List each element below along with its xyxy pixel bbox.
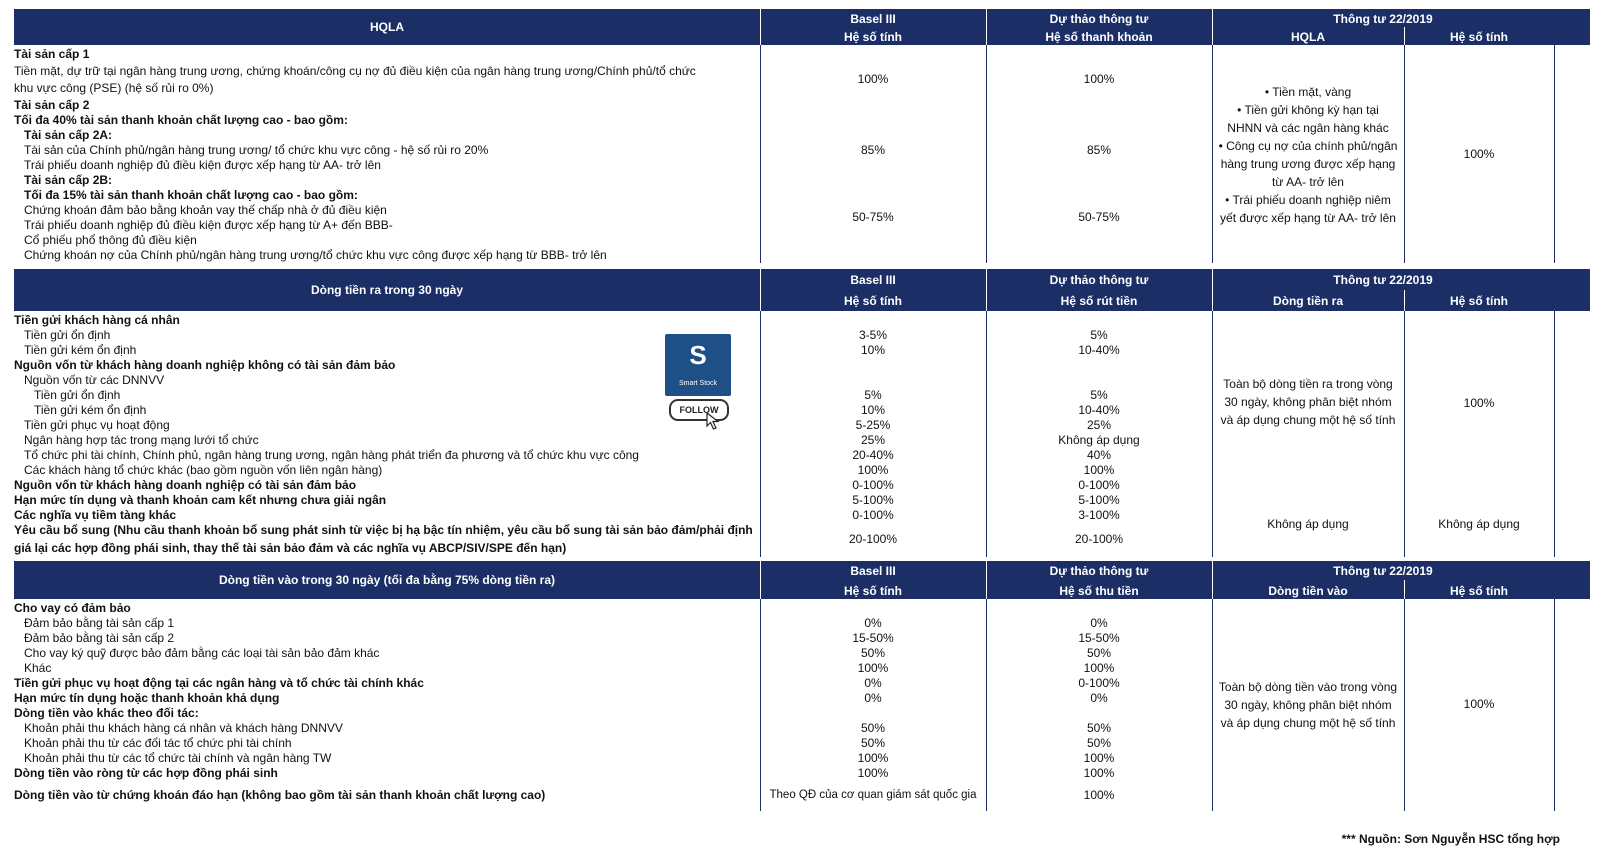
text-line: Toàn bộ dòng tiền ra trong vòng: [1223, 377, 1393, 391]
inflow-draft-value: 100%: [1083, 766, 1115, 780]
hqla-row: Tài sản cấp 1: [14, 47, 90, 61]
inflow-row: Dòng tiền vào từ chứng khoán đáo hạn (không bao gồm tài sản thanh khoản chất lượng cao): [14, 788, 546, 802]
text-line: và áp dụng chung một hệ số tính: [1220, 716, 1396, 730]
outflow-draft-value: 5%: [1090, 388, 1108, 402]
outflow-circular-text: [1212, 375, 1404, 429]
inflow-row: Cho vay ký quỹ được bảo đảm bằng các loại tài sản bảo đảm khác: [24, 646, 380, 660]
outflow-draft-value: 3-100%: [1078, 508, 1120, 522]
col-circular-header: Thông tư 22/2019: [1333, 564, 1433, 578]
outflow-basel-value: 20-100%: [848, 532, 898, 546]
outflow-row: Tiền gửi kém ổn định: [34, 403, 147, 417]
inflow-basel-value: 15-50%: [852, 631, 894, 645]
text-line: Toàn bộ dòng tiền vào trong vòng: [1218, 680, 1398, 694]
inflow-row: Khoản phải thu khách hàng cá nhân và khách hàng DNNVV: [24, 721, 343, 735]
inflow-basel-value: 100%: [857, 751, 889, 765]
inflow-draft-value: 100%: [1083, 751, 1115, 765]
hqla-value: 85%: [860, 143, 886, 157]
hqla-circular-list: [1212, 83, 1404, 227]
inflow-row: Dòng tiền vào ròng từ các hợp đồng phái sinh: [14, 766, 278, 780]
hqla-circular-coef: 100%: [1463, 147, 1495, 161]
outflow-row: Yêu cầu bổ sung (Nhu cầu thanh khoản bổ sung phát sinh từ việc bị hạ bậc tín nhiệm, yêu cầu bổ sung tài sản bảo đảm/phải định: [14, 523, 753, 537]
inflow-basel-value: 100%: [857, 766, 889, 780]
list-item: yết được xếp hạng từ AA- trở lên: [1220, 211, 1396, 225]
text-line: 30 ngày, không phân biệt nhóm: [1224, 698, 1392, 712]
follow-button[interactable]: FOLLOW: [669, 399, 729, 421]
outflow-basel-value: 100%: [857, 463, 889, 477]
outflow-draft-value: 25%: [1086, 418, 1112, 432]
outflow-row: Nguồn vốn từ các DNNVV: [24, 373, 165, 387]
outflow-draft-value: 5-100%: [1078, 493, 1120, 507]
list-item: hàng trung ương được xếp hạng: [1220, 157, 1396, 171]
hqla-row: Tài sản của Chính phủ/ngân hàng trung ương/ tổ chức khu vực công - hệ số rủi ro 20%: [24, 143, 489, 157]
outflow-draft-value: Không áp dụng: [1058, 433, 1140, 447]
col-circular-sub2: Hệ số tính: [1449, 30, 1508, 44]
col-basel-header: Basel III: [850, 564, 896, 578]
list-item: NHNN và các ngân hàng khác: [1227, 121, 1389, 135]
inflow-section: [14, 561, 1590, 811]
col-basel-subheader: Hệ số tính: [843, 294, 902, 308]
hqla-title: HQLA: [370, 20, 404, 34]
outflow-basel-value: 5-25%: [855, 418, 891, 432]
inflow-draft-value: 0-100%: [1078, 676, 1120, 690]
outflow-basel-value: 0-100%: [852, 478, 894, 492]
outflow-row: Tổ chức phi tài chính, Chính phủ, ngân hàng trung ương, ngân hàng phát triển đa phương và tổ chức khu vực công: [24, 448, 639, 462]
outflow-row: Các khách hàng tổ chức khác (bao gồm nguồn vốn liên ngân hàng): [24, 463, 383, 477]
col-draft-subheader: Hệ số thanh khoản: [1045, 30, 1153, 44]
col-circular-sub1: Dòng tiền ra: [1272, 294, 1343, 308]
outflow-draft-value: 10-40%: [1078, 403, 1120, 417]
text-line: và áp dụng chung một hệ số tính: [1220, 413, 1396, 427]
text-line: 30 ngày, không phân biệt nhóm: [1224, 395, 1392, 409]
list-item: • Công cụ nợ của chính phủ/ngân: [1218, 139, 1398, 153]
col-draft-subheader: Hệ số thu tiền: [1059, 584, 1139, 598]
inflow-row: Tiền gửi phục vụ hoạt động tại các ngân hàng và tổ chức tài chính khác: [14, 676, 424, 690]
inflow-title: Dòng tiền vào trong 30 ngày (tối đa bằng 75% dòng tiền ra): [218, 573, 556, 587]
col-basel-header: Basel III: [850, 273, 896, 287]
hqla-row: Tài sản cấp 2A:: [24, 128, 113, 142]
inflow-draft-value: 50%: [1086, 736, 1112, 750]
dollar-icon: S: [689, 340, 707, 370]
smart-stock-logo: [665, 334, 731, 396]
hqla-row: Tài sản cấp 2: [14, 98, 90, 112]
hqla-row: Tài sản cấp 2B:: [24, 173, 113, 187]
hqla-row: Tiền mặt, dự trữ tại ngân hàng trung ương, chứng khoán/công cụ nợ đủ điều kiện của ngân hàng trung ương/Chính phủ/tổ chức: [14, 64, 696, 78]
col-circular-sub2: Hệ số tính: [1449, 584, 1508, 598]
source-note: *** Nguồn: Sơn Nguyễn HSC tổng hợp: [1341, 832, 1560, 846]
inflow-row: Đảm bảo bằng tài sản cấp 2: [24, 631, 175, 645]
col-circular-header: Thông tư 22/2019: [1333, 273, 1433, 287]
inflow-draft-value: 100%: [1083, 788, 1115, 802]
inflow-draft-value: 0%: [1090, 616, 1108, 630]
outflow-basel-value: 20-40%: [852, 448, 894, 462]
col-basel-subheader: Hệ số tính: [843, 30, 902, 44]
outflow-row: Tiền gửi phục vụ hoạt động: [24, 418, 170, 432]
hqla-row: Trái phiếu doanh nghiệp đủ điều kiện được xếp hạng từ AA- trở lên: [24, 158, 381, 172]
outflow-row: giá lại các hợp đồng phái sinh, thay thế tài sản bảo đảm và các nghĩa vụ ABCP/SIV/SPE đến hạn): [14, 541, 567, 555]
hqla-row: Tối đa 15% tài sản thanh khoản chất lượng cao - bao gồm:: [24, 188, 358, 202]
outflow-row: Nguồn vốn từ khách hàng doanh nghiệp không có tài sản đảm bảo: [14, 358, 396, 372]
logo-name: Smart Stock: [678, 380, 718, 387]
outflow-row: Các nghĩa vụ tiềm tàng khác: [14, 508, 177, 522]
inflow-basel-value: 0%: [864, 676, 882, 690]
inflow-row: Khoản phải thu từ các tổ chức tài chính và ngân hàng TW: [24, 751, 332, 765]
col-circular-sub1: Dòng tiền vào: [1268, 584, 1348, 598]
outflow-row: Tiền gửi kém ổn định: [24, 343, 137, 357]
inflow-basel-value: 0%: [864, 616, 882, 630]
inflow-circular-coef: 100%: [1463, 697, 1495, 711]
outflow-circular-coef-na: Không áp dụng: [1438, 517, 1520, 531]
hqla-value: 50-75%: [852, 210, 894, 224]
outflow-basel-value: 5%: [864, 388, 882, 402]
inflow-basel-value: 50%: [860, 736, 886, 750]
list-item: • Tiền mặt, vàng: [1264, 85, 1352, 99]
hqla-row: Cổ phiếu phổ thông đủ điều kiện: [24, 233, 197, 247]
col-basel-header: Basel III: [850, 12, 896, 26]
outflow-row: Tiền gửi ổn định: [34, 388, 121, 402]
outflow-basel-value: 5-100%: [852, 493, 894, 507]
hqla-row: Trái phiếu doanh nghiệp đủ điều kiện được xếp hạng từ A+ đến BBB-: [24, 218, 393, 232]
outflow-draft-value: 40%: [1086, 448, 1112, 462]
outflow-circular-na: Không áp dụng: [1267, 517, 1349, 531]
outflow-basel-value: 25%: [860, 433, 886, 447]
list-item: từ AA- trở lên: [1272, 175, 1344, 189]
outflow-basel-value: 0-100%: [852, 508, 894, 522]
inflow-row: Hạn mức tín dụng hoặc thanh khoản khả dụng: [14, 691, 280, 705]
outflow-row: Nguồn vốn từ khách hàng doanh nghiệp có tài sản đảm bảo: [14, 478, 357, 492]
outflow-title: Dòng tiền ra trong 30 ngày: [310, 283, 463, 297]
outflow-draft-value: 5%: [1090, 328, 1108, 342]
outflow-section: [14, 269, 1590, 557]
col-circular-sub2: Hệ số tính: [1449, 294, 1508, 308]
inflow-draft-value: 100%: [1083, 661, 1115, 675]
list-item: • Tiền gửi không kỳ hạn tại: [1237, 103, 1379, 117]
cursor-icon: [706, 412, 722, 430]
hqla-value: 50-75%: [1078, 210, 1120, 224]
hqla-value: 85%: [1086, 143, 1112, 157]
inflow-row: Dòng tiền vào khác theo đối tác:: [14, 706, 199, 720]
outflow-row: Tiền gửi ổn định: [24, 328, 111, 342]
inflow-row: Khoản phải thu từ các đối tác tổ chức phi tài chính: [24, 736, 292, 750]
outflow-header: [14, 269, 1590, 311]
outflow-draft-value: 20-100%: [1074, 532, 1124, 546]
col-draft-header: Dự thảo thông tư: [1049, 273, 1149, 287]
inflow-circular-text: [1212, 678, 1404, 732]
inflow-basel-value: 100%: [857, 661, 889, 675]
inflow-basel-value: 0%: [864, 691, 882, 705]
outflow-row: Ngân hàng hợp tác trong mạng lưới tổ chức: [24, 433, 259, 447]
inflow-basel-value: Theo QĐ của cơ quan giám sát quốc gia: [769, 789, 977, 801]
outflow-row: Tiền gửi khách hàng cá nhân: [14, 313, 180, 327]
outflow-basel-value: 10%: [860, 343, 886, 357]
inflow-draft-value: 50%: [1086, 721, 1112, 735]
inflow-row: Đảm bảo bằng tài sản cấp 1: [24, 616, 175, 630]
inflow-draft-value: 0%: [1090, 691, 1108, 705]
outflow-basel-value: 3-5%: [858, 328, 887, 342]
hqla-row: Chứng khoán đảm bảo bằng khoản vay thế chấp nhà ở đủ điều kiện: [24, 203, 387, 217]
outflow-draft-value: 0-100%: [1078, 478, 1120, 492]
outflow-draft-value: 10-40%: [1078, 343, 1120, 357]
col-circular-sub1: HQLA: [1291, 30, 1325, 44]
inflow-basel-value: 50%: [860, 721, 886, 735]
hqla-row: Tối đa 40% tài sản thanh khoản chất lượng cao - bao gồm:: [14, 113, 348, 127]
outflow-row: Hạn mức tín dụng và thanh khoản cam kết nhưng chưa giải ngân: [14, 493, 387, 507]
outflow-basel-value: 10%: [860, 403, 886, 417]
hqla-row: khu vực công (PSE) (hệ số rủi ro 0%): [14, 81, 214, 95]
col-circular-header: Thông tư 22/2019: [1333, 12, 1433, 26]
col-draft-header: Dự thảo thông tư: [1049, 564, 1149, 578]
hqla-value: 100%: [857, 72, 889, 86]
col-basel-subheader: Hệ số tính: [843, 584, 902, 598]
hqla-section: [14, 9, 1590, 263]
inflow-draft-value: 50%: [1086, 646, 1112, 660]
list-item: • Trái phiếu doanh nghiệp niêm: [1225, 193, 1391, 207]
col-draft-header: Dự thảo thông tư: [1049, 12, 1149, 26]
inflow-header: [14, 561, 1590, 599]
inflow-draft-value: 15-50%: [1078, 631, 1120, 645]
hqla-value: 100%: [1083, 72, 1115, 86]
inflow-row: Khác: [24, 661, 52, 675]
col-draft-subheader: Hệ số rút tiền: [1060, 294, 1138, 308]
hqla-row: Chứng khoán nợ của Chính phủ/ngân hàng trung ương/tổ chức khu vực công được xếp hạng từ BBB- trở lên: [24, 248, 607, 262]
outflow-draft-value: 100%: [1083, 463, 1115, 477]
outflow-circular-coef: 100%: [1463, 396, 1495, 410]
inflow-row: Cho vay có đảm bảo: [14, 601, 131, 615]
inflow-basel-value: 50%: [860, 646, 886, 660]
hqla-header: [14, 9, 1590, 45]
